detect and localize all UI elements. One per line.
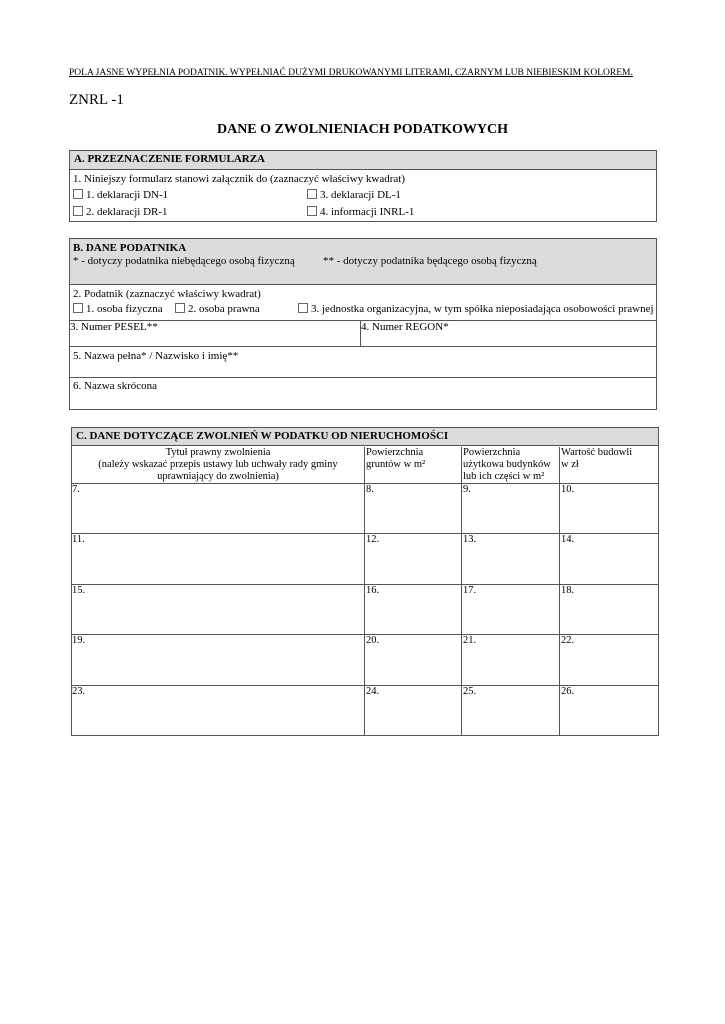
cell-19[interactable]: 19. [72,635,86,646]
field-nazwa-skrocona[interactable]: 6. Nazwa skrócona [73,380,157,392]
cell-25[interactable]: 25. [463,686,477,697]
checkbox-icon[interactable] [73,206,83,216]
cell-24[interactable]: 24. [366,686,380,697]
section-c [71,427,659,736]
cell-16[interactable]: 16. [366,585,380,596]
cell-7[interactable]: 7. [72,484,80,495]
note-natural-person: ** - dotyczy podatnika będącego osobą fizyczną [323,255,537,267]
cell-14[interactable]: 14. [561,534,575,545]
cell-26[interactable]: 26. [561,686,575,697]
section-a-header: A. PRZEZNACZENIE FORMULARZA [70,151,656,170]
checkbox-icon[interactable] [175,303,185,313]
option-osoba-prawna[interactable]: 2. osoba prawna [175,303,260,315]
cell-10[interactable]: 10. [561,484,575,495]
page-title: DANE O ZWOLNIENIACH PODATKOWYCH [216,122,509,137]
cell-12[interactable]: 12. [366,534,380,545]
note-non-natural-person: * - dotyczy podatnika niebędącego osobą fizyczną [73,255,295,267]
cell-17[interactable]: 17. [463,585,477,596]
field-2-label: 2. Podatnik (zaznaczyć właściwy kwadrat) [73,288,261,300]
option-dr1[interactable]: 2. deklaracji DR-1 [73,206,168,218]
field-pesel[interactable]: 3. Numer PESEL** [70,321,158,333]
checkbox-icon[interactable] [307,206,317,216]
checkbox-icon[interactable] [73,303,83,313]
field-nazwa-pelna[interactable]: 5. Nazwa pełna* / Nazwisko i imię** [73,350,239,362]
option-osoba-fizyczna[interactable]: 1. osoba fizyczna [73,303,163,315]
cell-23[interactable]: 23. [72,686,86,697]
cell-15[interactable]: 15. [72,585,86,596]
cell-21[interactable]: 21. [463,635,477,646]
section-b-header-area [70,239,656,285]
section-a [69,150,657,222]
checkbox-icon[interactable] [307,189,317,199]
cell-9[interactable]: 9. [463,484,471,495]
fill-instructions: POLA JASNE WYPEŁNIA PODATNIK. WYPEŁNIAĆ DUŻYMI DRUKOWANYMI LITERAMI, CZARNYM LUB NIEBIESKIM KOLOREM. [69,68,633,78]
col-header-structure-value: Wartość budowli w zł [561,447,633,470]
checkbox-icon[interactable] [73,189,83,199]
cell-13[interactable]: 13. [463,534,477,545]
col-header-building-area: Powierzchnia użytkowa budynków lub ich części w m² [463,447,551,482]
form-code: ZNRL -1 [69,92,124,108]
cell-18[interactable]: 18. [561,585,575,596]
cell-20[interactable]: 20. [366,635,380,646]
field-1-label: 1. Niniejszy formularz stanowi załącznik do (zaznaczyć właściwy kwadrat) [73,173,405,185]
field-regon[interactable]: 4. Numer REGON* [361,321,449,333]
cell-11[interactable]: 11. [72,534,85,545]
cell-8[interactable]: 8. [366,484,374,495]
section-c-header: C. DANE DOTYCZĄCE ZWOLNIEŃ W PODATKU OD NIERUCHOMOŚCI [72,428,658,446]
option-jednostka[interactable]: 3. jednostka organizacyjna, w tym spółka nieposiadająca osobowości prawnej [298,303,654,315]
col-header-land-area: Powierzchnia gruntów w m² [366,447,426,470]
cell-22[interactable]: 22. [561,635,575,646]
option-dl1[interactable]: 3. deklaracji DL-1 [307,189,401,201]
checkbox-icon[interactable] [298,303,308,313]
option-inrl1[interactable]: 4. informacji INRL-1 [307,206,414,218]
col-header-title: Tytuł prawny zwolnienia (należy wskazać przepis ustawy lub uchwały rady gminy uprawniający do zwolnienia) [98,447,338,482]
option-dn1[interactable]: 1. deklaracji DN-1 [73,189,168,201]
section-b [69,238,657,410]
section-b-header: B. DANE PODATNIKA [73,242,187,254]
